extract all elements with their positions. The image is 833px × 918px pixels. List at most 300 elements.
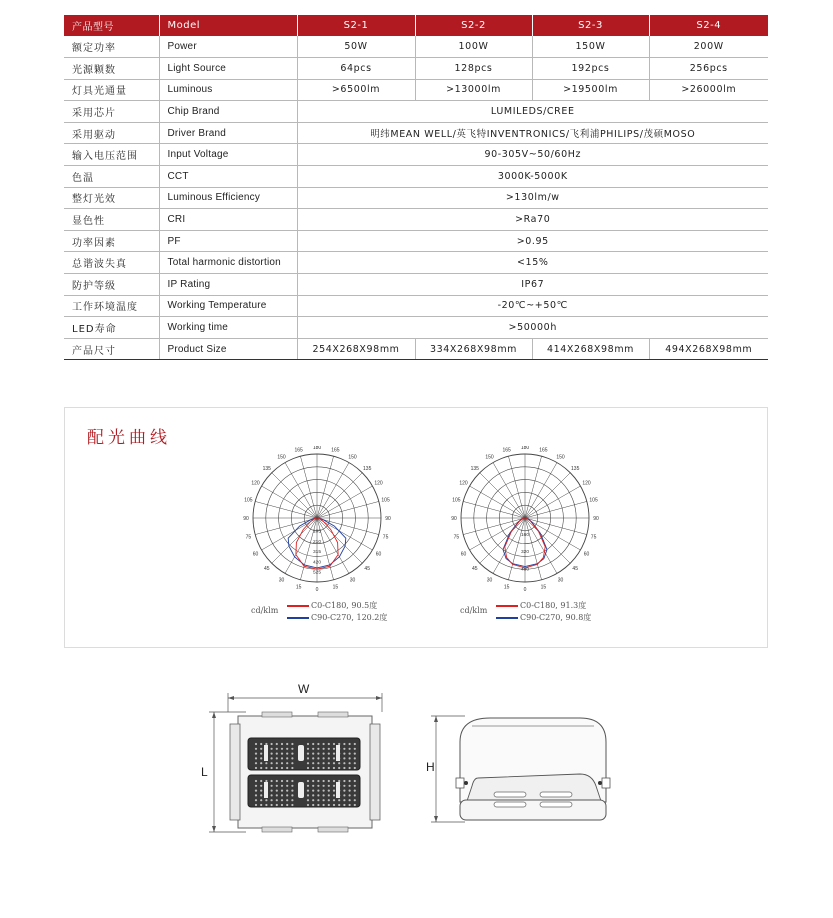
radial-tick-label: 320 bbox=[520, 550, 530, 556]
led-chip-icon bbox=[255, 804, 257, 806]
spec-cell: 灯具光通量 bbox=[64, 79, 159, 101]
angle-tick-label: 60 bbox=[252, 551, 259, 558]
spec-cell: >19500lm bbox=[532, 79, 649, 101]
spec-cell: Product Size bbox=[159, 338, 297, 360]
length-label: L bbox=[201, 765, 208, 779]
angle-tick-label: 75 bbox=[453, 534, 460, 541]
spec-row bbox=[64, 274, 768, 296]
led-chip-icon bbox=[338, 804, 340, 806]
led-chip-icon bbox=[291, 799, 293, 801]
angle-tick-label: 165 bbox=[539, 447, 548, 454]
led-chip-icon bbox=[265, 743, 267, 745]
spec-row bbox=[64, 58, 768, 80]
spec-cell: IP67 bbox=[297, 274, 768, 296]
polar-spoke bbox=[272, 473, 317, 518]
legend-label: C90-C270, 120.2度 bbox=[311, 613, 388, 622]
led-chip-icon bbox=[338, 780, 340, 782]
led-chip-icon bbox=[281, 743, 283, 745]
angle-tick-label: 0 bbox=[315, 587, 319, 593]
angle-tick-label: 60 bbox=[375, 551, 382, 558]
spec-cell: 334X268X98mm bbox=[415, 338, 532, 360]
curve-section-title: 配光曲线 bbox=[87, 428, 171, 448]
led-chip-icon bbox=[265, 780, 267, 782]
led-chip-icon bbox=[317, 748, 319, 750]
led-chip-icon bbox=[286, 753, 288, 755]
led-chip-icon bbox=[317, 743, 319, 745]
led-chip-icon bbox=[333, 762, 335, 764]
radial-tick-label: 210 bbox=[312, 539, 322, 545]
led-chip-icon bbox=[323, 762, 325, 764]
spec-cell: 产品尺寸 bbox=[64, 338, 159, 360]
angle-tick-label: 60 bbox=[583, 551, 590, 558]
spec-cell: 494X268X98mm bbox=[649, 338, 768, 360]
radial-tick-label: 525 bbox=[312, 570, 322, 576]
led-chip-icon bbox=[271, 743, 273, 745]
led-chip-icon bbox=[281, 804, 283, 806]
led-chip-icon bbox=[276, 790, 278, 792]
led-chip-icon bbox=[328, 799, 330, 801]
spec-cell: 3000K-5000K bbox=[297, 166, 768, 188]
angle-tick-label: 15 bbox=[295, 584, 302, 591]
led-chip-icon bbox=[343, 762, 345, 764]
radial-tick-label: 160 bbox=[520, 533, 530, 539]
red-swatch-icon bbox=[287, 605, 309, 607]
led-chip-icon bbox=[281, 785, 283, 787]
led-chip-icon bbox=[349, 799, 351, 801]
led-chip-icon bbox=[354, 785, 356, 787]
led-chip-icon bbox=[323, 794, 325, 796]
polar-spoke bbox=[262, 518, 317, 550]
blue-swatch-icon bbox=[496, 617, 518, 619]
radial-tick-label: 105 bbox=[312, 529, 322, 535]
led-chip-icon bbox=[271, 785, 273, 787]
spec-cell: Driver Brand bbox=[159, 122, 297, 144]
led-chip-icon bbox=[286, 762, 288, 764]
led-chip-icon bbox=[343, 757, 345, 759]
header-cell: S2-3 bbox=[532, 15, 649, 36]
spec-cell: 50W bbox=[297, 36, 415, 58]
led-chip-icon bbox=[286, 799, 288, 801]
spec-row bbox=[64, 230, 768, 252]
led-chip-icon bbox=[349, 748, 351, 750]
legend-unit: cd/klm bbox=[460, 606, 488, 615]
led-chip-icon bbox=[281, 767, 283, 769]
polar-spoke bbox=[508, 456, 525, 518]
spec-cell: 功率因素 bbox=[64, 230, 159, 252]
led-chip-icon bbox=[291, 767, 293, 769]
width-label: W bbox=[298, 682, 310, 696]
led-chip-icon bbox=[291, 794, 293, 796]
led-chip-icon bbox=[286, 743, 288, 745]
led-chip-icon bbox=[307, 794, 309, 796]
led-chip-icon bbox=[328, 780, 330, 782]
polar-spoke bbox=[480, 473, 525, 518]
led-chip-icon bbox=[286, 794, 288, 796]
spec-row bbox=[64, 295, 768, 317]
led-chip-icon bbox=[338, 799, 340, 801]
led-chip-icon bbox=[333, 743, 335, 745]
led-chip-icon bbox=[349, 794, 351, 796]
led-chip-icon bbox=[307, 780, 309, 782]
led-chip-icon bbox=[312, 762, 314, 764]
led-chip-icon bbox=[323, 799, 325, 801]
led-chip-icon bbox=[271, 762, 273, 764]
polar-spoke bbox=[525, 486, 580, 518]
led-chip-icon bbox=[323, 757, 325, 759]
spec-cell: 414X268X98mm bbox=[532, 338, 649, 360]
polar-spoke bbox=[285, 463, 317, 518]
polar-spoke bbox=[317, 486, 372, 518]
angle-tick-label: 30 bbox=[349, 577, 356, 584]
led-chip-icon bbox=[354, 753, 356, 755]
led-chip-icon bbox=[260, 767, 262, 769]
led-chip-icon bbox=[349, 780, 351, 782]
spec-row bbox=[64, 317, 768, 339]
led-chip-icon bbox=[333, 799, 335, 801]
spec-cell: 总谐波失真 bbox=[64, 252, 159, 274]
blue-swatch-icon bbox=[287, 617, 309, 619]
angle-tick-label: 105 bbox=[244, 497, 253, 504]
angle-tick-label: 165 bbox=[331, 447, 340, 454]
angle-tick-label: 45 bbox=[364, 566, 370, 573]
led-chip-icon bbox=[307, 743, 309, 745]
led-chip-icon bbox=[291, 804, 293, 806]
led-chip-icon bbox=[281, 753, 283, 755]
led-chip-icon bbox=[328, 762, 330, 764]
led-chip-icon bbox=[271, 804, 273, 806]
legend-item bbox=[496, 600, 586, 611]
polar-spoke bbox=[317, 518, 379, 535]
angle-tick-label: 30 bbox=[278, 577, 285, 584]
polar-diagram-2 bbox=[450, 446, 600, 598]
spec-cell: LUMILEDS/CREE bbox=[297, 101, 768, 123]
legend-label: C0-C180, 90.5度 bbox=[311, 601, 378, 610]
led-chip-icon bbox=[271, 799, 273, 801]
led-chip-icon bbox=[354, 790, 356, 792]
led-chip-icon bbox=[291, 790, 293, 792]
led-chip-icon bbox=[312, 804, 314, 806]
led-chip-icon bbox=[317, 767, 319, 769]
height-label: H bbox=[426, 760, 435, 774]
led-chip-icon bbox=[276, 799, 278, 801]
led-chip-icon bbox=[271, 767, 273, 769]
spec-row bbox=[64, 144, 768, 166]
led-chip-icon bbox=[343, 743, 345, 745]
angle-tick-label: 120 bbox=[459, 480, 468, 487]
angle-tick-label: 15 bbox=[540, 584, 547, 591]
spec-row bbox=[64, 166, 768, 188]
led-chip-icon bbox=[291, 748, 293, 750]
radial-tick-label: 315 bbox=[312, 550, 322, 556]
led-chip-icon bbox=[260, 804, 262, 806]
led-chip-icon bbox=[307, 762, 309, 764]
led-chip-icon bbox=[312, 743, 314, 745]
angle-tick-label: 90 bbox=[593, 516, 599, 522]
angle-tick-label: 135 bbox=[470, 465, 479, 472]
led-chip-icon bbox=[354, 767, 356, 769]
led-chip-icon bbox=[291, 743, 293, 745]
led-chip-icon bbox=[307, 757, 309, 759]
led-chip-icon bbox=[271, 790, 273, 792]
led-chip-icon bbox=[354, 757, 356, 759]
angle-tick-label: 180 bbox=[312, 446, 322, 451]
spec-cell: 256pcs bbox=[649, 58, 768, 80]
spec-row bbox=[64, 101, 768, 123]
led-chip-icon bbox=[323, 780, 325, 782]
angle-tick-label: 150 bbox=[348, 454, 357, 461]
front-view-drawing bbox=[200, 690, 400, 840]
led-chip-icon bbox=[328, 790, 330, 792]
led-chip-icon bbox=[312, 748, 314, 750]
polar-spoke bbox=[525, 518, 580, 550]
led-chip-icon bbox=[312, 767, 314, 769]
led-chip-icon bbox=[312, 790, 314, 792]
polar-spoke bbox=[525, 456, 542, 518]
led-chip-icon bbox=[276, 748, 278, 750]
led-chip-icon bbox=[265, 762, 267, 764]
led-chip-icon bbox=[343, 780, 345, 782]
led-chip-icon bbox=[255, 767, 257, 769]
led-chip-icon bbox=[281, 762, 283, 764]
spec-cell: >Ra70 bbox=[297, 209, 768, 231]
led-chip-icon bbox=[323, 790, 325, 792]
led-chip-icon bbox=[276, 743, 278, 745]
angle-tick-label: 90 bbox=[243, 516, 249, 522]
polar-spoke bbox=[480, 518, 525, 563]
spec-cell: >13000lm bbox=[415, 79, 532, 101]
led-chip-icon bbox=[333, 804, 335, 806]
led-chip-icon bbox=[354, 794, 356, 796]
led-chip-icon bbox=[354, 780, 356, 782]
led-chip-icon bbox=[281, 757, 283, 759]
spec-table-header bbox=[64, 15, 768, 36]
led-chip-icon bbox=[281, 794, 283, 796]
led-chip-icon bbox=[343, 799, 345, 801]
spec-row bbox=[64, 252, 768, 274]
legend-label: C0-C180, 91.3度 bbox=[520, 601, 587, 610]
led-chip-icon bbox=[349, 757, 351, 759]
led-chip-icon bbox=[271, 757, 273, 759]
spec-cell: Power bbox=[159, 36, 297, 58]
spec-cell: Input Voltage bbox=[159, 144, 297, 166]
polar-spoke bbox=[525, 473, 570, 518]
angle-tick-label: 15 bbox=[503, 584, 510, 591]
angle-tick-label: 165 bbox=[294, 447, 303, 454]
spec-cell: 64pcs bbox=[297, 58, 415, 80]
header-cell: S2-2 bbox=[415, 15, 532, 36]
led-chip-icon bbox=[328, 748, 330, 750]
led-chip-icon bbox=[255, 748, 257, 750]
led-chip-icon bbox=[286, 757, 288, 759]
polar-spoke bbox=[470, 486, 525, 518]
spec-cell: 显色性 bbox=[64, 209, 159, 231]
led-chip-icon bbox=[328, 757, 330, 759]
spec-row bbox=[64, 36, 768, 58]
led-chip-icon bbox=[312, 753, 314, 755]
led-chip-icon bbox=[328, 794, 330, 796]
spec-row bbox=[64, 187, 768, 209]
polar-spoke bbox=[317, 456, 334, 518]
led-chip-icon bbox=[255, 780, 257, 782]
led-chip-icon bbox=[281, 780, 283, 782]
angle-tick-label: 120 bbox=[374, 480, 383, 487]
spec-cell: 色温 bbox=[64, 166, 159, 188]
polar-spoke bbox=[317, 518, 372, 550]
led-chip-icon bbox=[328, 767, 330, 769]
spec-cell: >6500lm bbox=[297, 79, 415, 101]
legend-item bbox=[496, 612, 591, 623]
spec-cell: Working time bbox=[159, 317, 297, 339]
led-chip-icon bbox=[276, 753, 278, 755]
header-cell: 产品型号 bbox=[64, 15, 159, 36]
angle-tick-label: 150 bbox=[556, 454, 565, 461]
spec-cell: PF bbox=[159, 230, 297, 252]
led-chip-icon bbox=[349, 762, 351, 764]
polar-spoke bbox=[525, 501, 587, 518]
spec-cell: >130lm/w bbox=[297, 187, 768, 209]
spec-cell: >26000lm bbox=[649, 79, 768, 101]
led-chip-icon bbox=[271, 748, 273, 750]
led-chip-icon bbox=[312, 799, 314, 801]
spec-cell: 采用芯片 bbox=[64, 101, 159, 123]
polar-spoke bbox=[317, 463, 349, 518]
led-chip-icon bbox=[255, 743, 257, 745]
led-chip-icon bbox=[343, 790, 345, 792]
polar-spoke bbox=[525, 463, 557, 518]
spec-cell: Chip Brand bbox=[159, 101, 297, 123]
angle-tick-label: 150 bbox=[485, 454, 494, 461]
angle-tick-label: 15 bbox=[332, 584, 339, 591]
led-chip-icon bbox=[333, 785, 335, 787]
radial-tick-label: 420 bbox=[312, 560, 322, 566]
spec-cell: 额定功率 bbox=[64, 36, 159, 58]
led-chip-icon bbox=[317, 762, 319, 764]
led-chip-icon bbox=[260, 753, 262, 755]
polar-spoke bbox=[317, 518, 349, 573]
led-chip-icon bbox=[276, 794, 278, 796]
led-chip-icon bbox=[343, 794, 345, 796]
legend-label: C90-C270, 90.8度 bbox=[520, 613, 592, 622]
led-chip-icon bbox=[317, 780, 319, 782]
led-chip-icon bbox=[286, 748, 288, 750]
spec-cell: 防护等级 bbox=[64, 274, 159, 296]
led-chip-icon bbox=[317, 799, 319, 801]
led-chip-icon bbox=[338, 743, 340, 745]
spec-cell: CRI bbox=[159, 209, 297, 231]
spec-cell: CCT bbox=[159, 166, 297, 188]
spec-cell: 90-305V~50/60Hz bbox=[297, 144, 768, 166]
led-chip-icon bbox=[260, 762, 262, 764]
angle-tick-label: 75 bbox=[382, 534, 389, 541]
polar-spoke bbox=[300, 456, 317, 518]
led-chip-icon bbox=[323, 767, 325, 769]
angle-tick-label: 165 bbox=[502, 447, 511, 454]
angle-tick-label: 30 bbox=[486, 577, 493, 584]
angle-tick-label: 105 bbox=[381, 497, 390, 504]
radial-tick-label: 480 bbox=[520, 567, 530, 573]
angle-tick-label: 135 bbox=[363, 465, 372, 472]
led-chip-icon bbox=[349, 785, 351, 787]
led-chip-icon bbox=[286, 780, 288, 782]
polar-diagram-1 bbox=[242, 446, 392, 598]
led-chip-icon bbox=[333, 780, 335, 782]
led-chip-icon bbox=[323, 753, 325, 755]
led-chip-icon bbox=[349, 804, 351, 806]
spec-cell: 工作环境温度 bbox=[64, 295, 159, 317]
angle-tick-label: 45 bbox=[472, 566, 478, 573]
led-chip-icon bbox=[333, 794, 335, 796]
spec-row bbox=[64, 79, 768, 101]
spec-cell: -20℃~+50℃ bbox=[297, 295, 768, 317]
spec-cell: Total harmonic distortion bbox=[159, 252, 297, 274]
spec-table bbox=[64, 15, 768, 360]
led-chip-icon bbox=[312, 757, 314, 759]
polar-spoke bbox=[470, 518, 525, 550]
led-chip-icon bbox=[291, 753, 293, 755]
spec-cell: >50000h bbox=[297, 317, 768, 339]
spec-cell: IP Rating bbox=[159, 274, 297, 296]
header-cell: S2-4 bbox=[649, 15, 768, 36]
angle-tick-label: 75 bbox=[245, 534, 252, 541]
led-chip-icon bbox=[276, 767, 278, 769]
led-chip-icon bbox=[343, 804, 345, 806]
led-chip-icon bbox=[343, 785, 345, 787]
led-chip-icon bbox=[271, 780, 273, 782]
led-chip-icon bbox=[312, 785, 314, 787]
led-chip-icon bbox=[260, 794, 262, 796]
led-chip-icon bbox=[354, 743, 356, 745]
polar-spoke bbox=[493, 463, 525, 518]
polar-spoke bbox=[317, 501, 379, 518]
led-chip-icon bbox=[260, 790, 262, 792]
led-chip-icon bbox=[276, 780, 278, 782]
angle-tick-label: 30 bbox=[557, 577, 564, 584]
led-chip-icon bbox=[291, 785, 293, 787]
red-swatch-icon bbox=[496, 605, 518, 607]
angle-tick-label: 135 bbox=[262, 465, 271, 472]
led-chip-icon bbox=[328, 753, 330, 755]
led-chip-icon bbox=[255, 790, 257, 792]
led-chip-icon bbox=[255, 762, 257, 764]
spec-cell: 128pcs bbox=[415, 58, 532, 80]
led-chip-icon bbox=[255, 794, 257, 796]
led-chip-icon bbox=[333, 753, 335, 755]
led-chip-icon bbox=[265, 799, 267, 801]
angle-tick-label: 45 bbox=[264, 566, 270, 573]
led-chip-icon bbox=[307, 790, 309, 792]
spec-cell: Luminous bbox=[159, 79, 297, 101]
led-chip-icon bbox=[271, 794, 273, 796]
angle-tick-label: 180 bbox=[520, 446, 530, 451]
led-chip-icon bbox=[281, 790, 283, 792]
led-chip-icon bbox=[281, 799, 283, 801]
led-chip-icon bbox=[260, 743, 262, 745]
led-chip-icon bbox=[317, 785, 319, 787]
led-chip-icon bbox=[260, 785, 262, 787]
led-chip-icon bbox=[265, 767, 267, 769]
led-chip-icon bbox=[354, 762, 356, 764]
led-chip-icon bbox=[349, 767, 351, 769]
spec-cell: 254X268X98mm bbox=[297, 338, 415, 360]
led-chip-icon bbox=[276, 785, 278, 787]
polar-spoke bbox=[262, 486, 317, 518]
led-chip-icon bbox=[276, 757, 278, 759]
led-chip-icon bbox=[260, 799, 262, 801]
angle-tick-label: 105 bbox=[452, 497, 461, 504]
led-chip-icon bbox=[323, 804, 325, 806]
angle-tick-label: 90 bbox=[451, 516, 457, 522]
spec-cell: 整灯光效 bbox=[64, 187, 159, 209]
